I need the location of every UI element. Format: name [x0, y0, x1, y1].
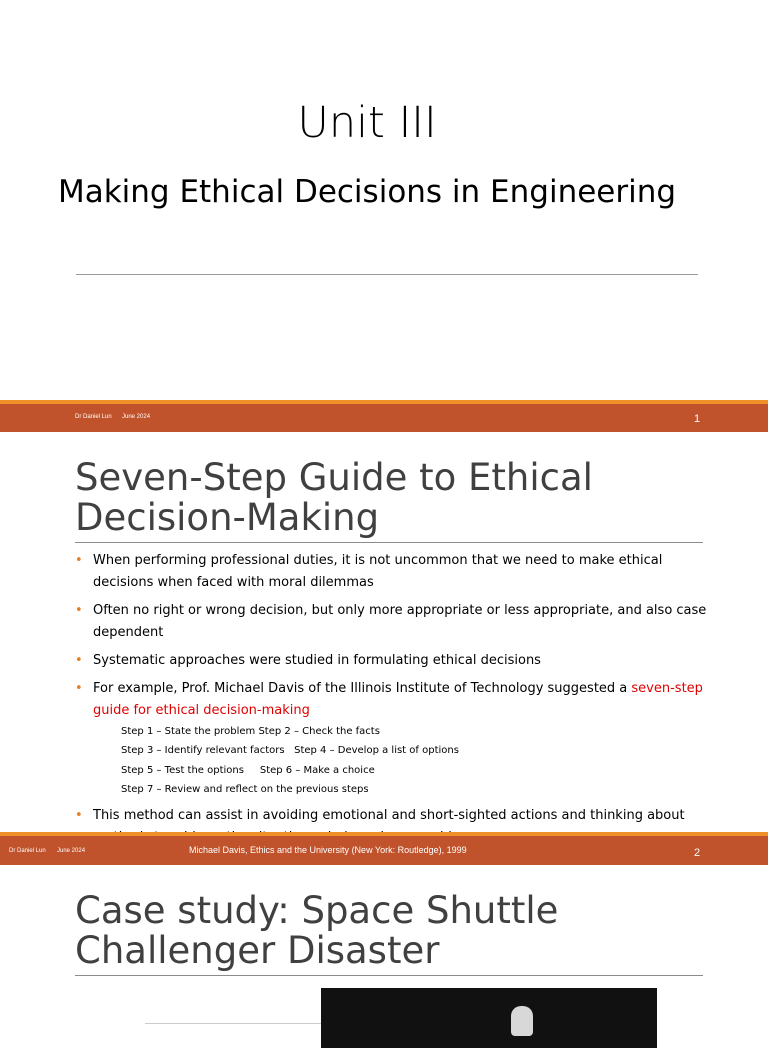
slide-2	[0, 432, 768, 832]
page-number: 1	[694, 413, 701, 425]
heading-underline	[75, 975, 703, 976]
slide-footer-1	[0, 400, 768, 432]
heading-underline	[75, 542, 703, 543]
bullet-icon: •	[75, 553, 83, 568]
slide-heading	[75, 891, 558, 971]
smoke-plume	[511, 1006, 533, 1036]
slide-3	[0, 865, 768, 1024]
list-item: • Often no right or wrong decision, but only more appropriate or less appropriate, and also case dependent	[75, 600, 710, 644]
slide-heading	[75, 458, 593, 538]
footer-author: Dr Daniel Lun	[9, 848, 46, 854]
divider	[76, 274, 698, 275]
step-line: Step 5 – Test the options Step 6 – Make a choice	[121, 764, 375, 776]
steps-list	[121, 722, 459, 799]
heading-line-2: Decision-Making	[75, 496, 380, 539]
slide-subtitle: Making Ethical Decisions in Engineering	[57, 174, 677, 210]
bullet-icon: •	[75, 681, 83, 696]
step-line: Step 3 – Identify relevant factors Step 4 – Develop a list of options	[121, 745, 459, 757]
slide-footer-2	[0, 832, 768, 865]
list-item: • For example, Prof. Michael Davis of the Illinois Institute of Technology suggested a seven-step guide for ethical decision-making	[75, 678, 710, 722]
step-line: Step 1 – State the problem Step 2 – Check the facts	[121, 726, 380, 737]
bullet-icon: •	[75, 603, 83, 618]
footer-citation: Michael Davis, Ethics and the University (New York: Routledge), 1999	[189, 845, 467, 855]
bullet-list	[75, 550, 710, 728]
slide-title: Unit III	[297, 98, 437, 148]
challenger-photo	[321, 988, 657, 1048]
bullet-icon: •	[75, 653, 83, 668]
step-line: Step 7 – Review and reflect on the previous steps	[121, 783, 369, 795]
slide-1	[0, 0, 768, 400]
heading-line-2: Challenger Disaster	[75, 929, 440, 972]
list-item: • This method can assist in avoiding emotional and short-sighted actions and thinking about	[75, 805, 710, 849]
page-number: 2	[694, 847, 701, 859]
footer-author: Dr Daniel Lun	[75, 414, 112, 420]
list-item: • Systematic approaches were studied in formulating ethical decisions	[75, 650, 710, 672]
list-item: • When performing professional duties, it is not uncommon that we need to make ethical decisions when faced with moral dilemmas	[75, 550, 710, 594]
heading-line-1: Seven-Step Guide to Ethical	[75, 456, 593, 499]
highlight-text: seven-step guide for ethical decision-making	[93, 681, 703, 718]
bullet-icon: •	[75, 808, 83, 823]
heading-line-1: Case study: Space Shuttle	[75, 889, 559, 932]
image-edge	[145, 1023, 321, 1024]
footer-date: June 2024	[122, 414, 151, 420]
footer-date: June 2024	[57, 848, 86, 854]
